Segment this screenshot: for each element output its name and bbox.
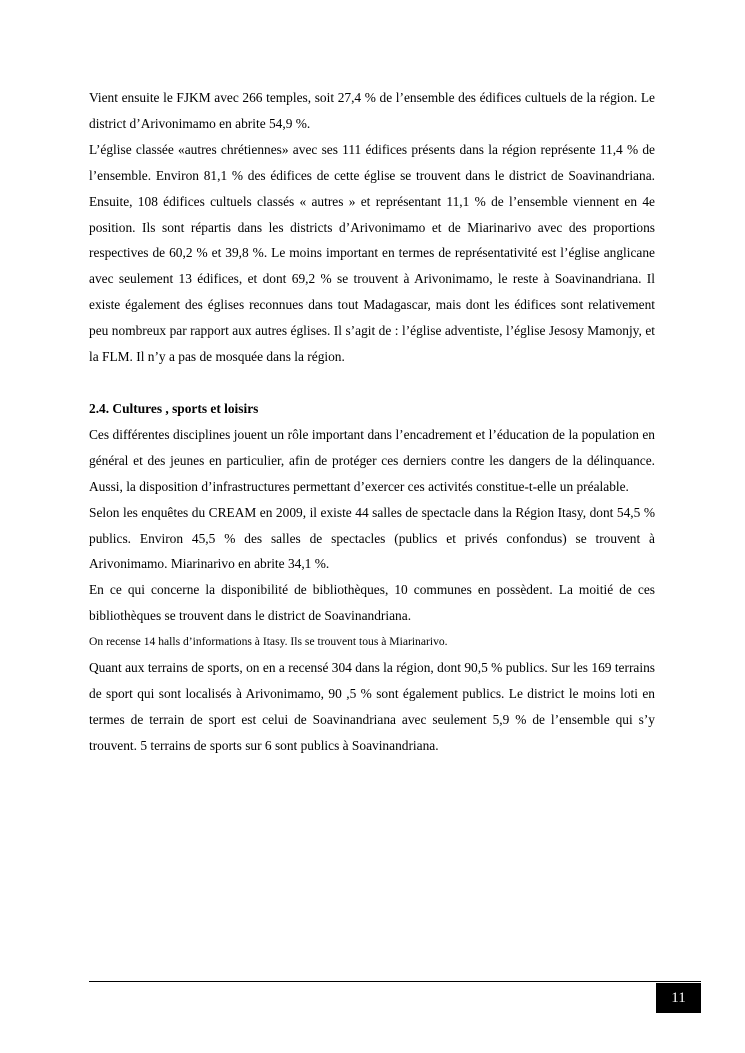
page-number: 11 bbox=[656, 983, 701, 1013]
section-spacer bbox=[89, 370, 655, 396]
paragraph-bibliotheques: En ce qui concerne la disponibilité de bibliothèques, 10 communes en possèdent. La moitié de ces bibliothèques se trouvent dans le district de Soavinandriana. bbox=[89, 582, 655, 624]
paragraph-fjkm: Vient ensuite le FJKM avec 266 temples, soit 27,4 % de l’ensemble des édifices cultuels de la région. Le district d’Arivonimamo en abrite 54,9 %. bbox=[89, 90, 655, 131]
footer-rule bbox=[89, 981, 701, 982]
paragraph-salles-spectacle: Selon les enquêtes du CREAM en 2009, il existe 44 salles de spectacle dans la Région Itasy, dont 54,5 % publics. Environ 45,5 % des salles de spectacles (publics et privés confondus) se trouvent à Arivonimamo. Miarinarivo en abrite 34,1 %. bbox=[89, 504, 655, 572]
paragraph-halls-informations: On recense 14 halls d’informations à Itasy. Ils se trouvent tous à Miarinarivo. bbox=[89, 635, 448, 649]
paragraph-autres-chretiennes: L’église classée «autres chrétiennes» avec ses 111 édifices présents dans la région représente 11,4 % de l’ensemble. Environ 81,1 % des édifices de cette église se trouvent dans le district de Soavinandriana. Ensuite, 108 édifices cultuels classés « autres » et représentant 11,1 % de l’ensemble viennent en 4e position. Ils sont répartis dans les districts d’Arivonimamo et de Miarinarivo avec des proportions respectives de 60,2 % et 39,8 %. Le moins important en termes de représentativité est l’église anglicane avec seulement 13 édifices, et dont 69,2 % se trouvent à Arivonimamo, le reste à Soavinandriana. Il existe également des églises reconnues dans tout Madagascar, mais dont les édifices sont relativement peu nombreux par rapport aux autres églises. Il s’agit de : l’église adventiste, l’église Jesosy Mamonjy, et la FLM. Il n’y a pas de mosquée dans la région. bbox=[89, 141, 655, 365]
section-heading: 2.4. Cultures , sports et loisirs bbox=[89, 400, 259, 416]
page-body bbox=[89, 85, 655, 759]
paragraph-terrains-sports: Quant aux terrains de sports, on en a recensé 304 dans la région, dont 90,5 % publics. Sur les 169 terrains de sport qui sont localisés à Arivonimamo, 90 ,5 % sont également publics. Le district le moins loti en termes de terrain de sport est celui de Soavinandriana avec seulement 5,9 % de l’ensemble qui s’y trouvent. 5 terrains de sports sur 6 sont publics à Soavinandriana. bbox=[89, 660, 655, 753]
paragraph-disciplines: Ces différentes disciplines jouent un rôle important dans l’encadrement et l’éducation de la population en général et des jeunes en particulier, afin de protéger ces derniers contre les dangers de la délinquance. Aussi, la disposition d’infrastructures permettant d’exercer ces activités constitue-t-elle un préalable. bbox=[89, 426, 655, 494]
